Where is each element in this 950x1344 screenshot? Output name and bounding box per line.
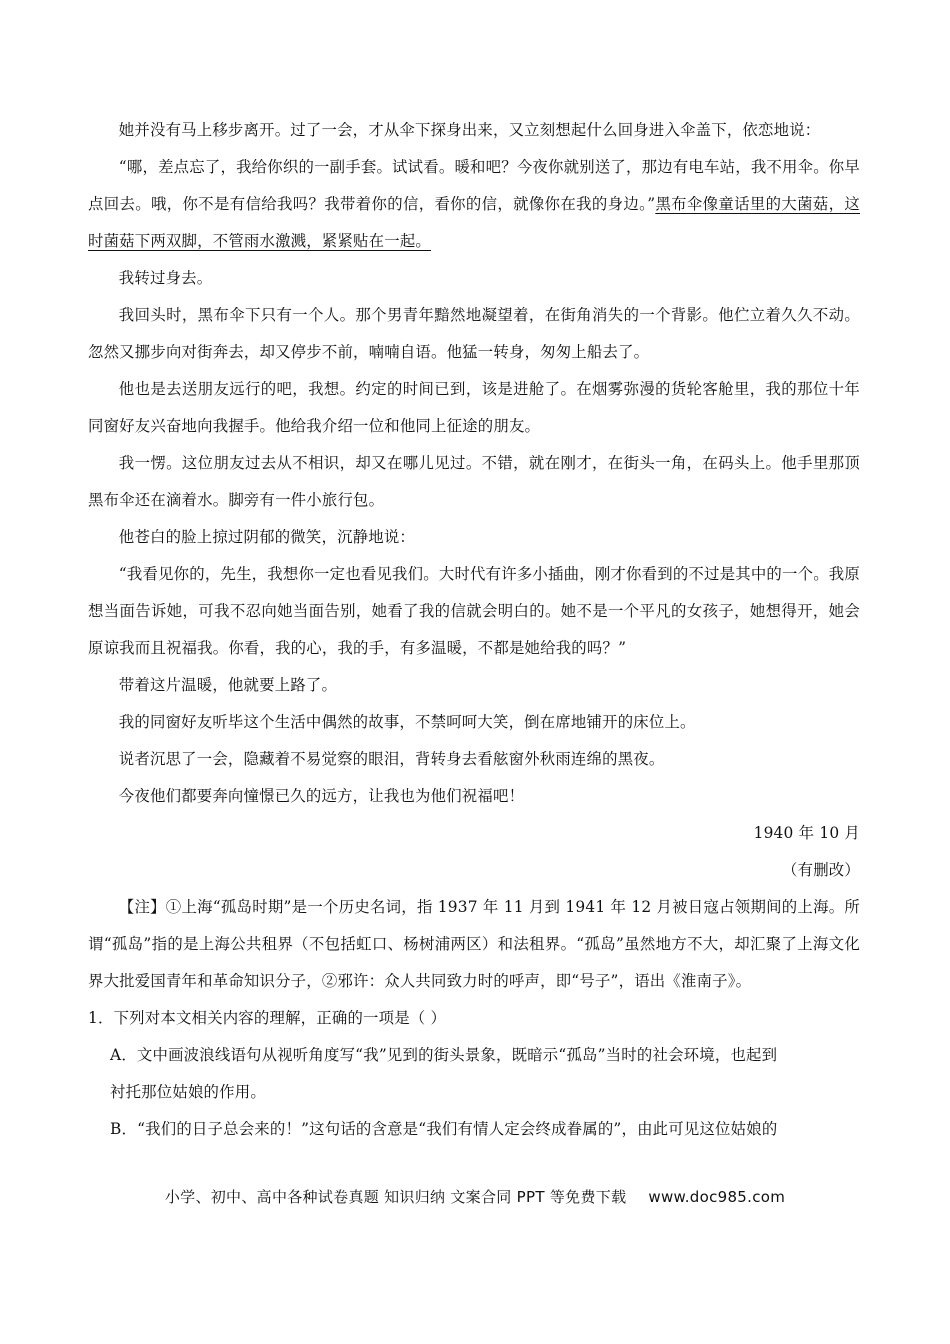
paragraph: 今夜他们都要奔向憧憬已久的远方，让我也为他们祝福吧！ (118, 787, 525, 805)
paragraph (88, 149, 860, 260)
annotation-note: 【注】①上海“孤岛时期”是一个历史名词，指 1937 年 11 月到 1941 年 12 月被日寇占领期间的上海。所谓“孤岛”指的是上海公共租界（不包括虹口、杨树浦两区）和法租界。“孤岛”虽然地方不大，却汇聚了上海文化界大批爱国青年和革命知识分子，②邪许：众人共同致力时的呼声，即“号子”，语出《淮南子》。 (88, 898, 860, 990)
paragraph: 我的同窗好友听毕这个生活中偶然的故事，不禁呵呵大笑，倒在席地铺开的床位上。 (118, 713, 696, 731)
option-b: B．“我们的日子总会来的！”这句话的含意是“我们有情人定会终成眷属的”，由此可见这位姑娘的 (110, 1120, 778, 1138)
paragraph: 她并没有马上移步离开。过了一会，才从伞下探身出来，又立刻想起什么回身进入伞盖下，依恋地说： (118, 121, 821, 139)
paragraph: 带着这片温暖，他就要上路了。 (118, 676, 338, 694)
paragraph: “我看见你的，先生，我想你一定也看见我们。大时代有许多小插曲，刚才你看到的不过是其中的一个。我原想当面告诉她，可我不忍向她当面告别，她看了我的信就会明白的。她不是一个平凡的女孩子，她想得开，她会原谅我而且祝福我。你看，我的心，我的手，有多温暖，不都是她给我的吗？” (88, 565, 860, 657)
footer-text: 小学、初中、高中各种试卷真题 知识归纳 文案合同 PPT 等免费下载 (164, 1188, 627, 1206)
paragraph: 他也是去送朋友远行的吧，我想。约定的时间已到，该是进舱了。在烟雾弥漫的货轮客舱里，我的那位十年同窗好友兴奋地向我握手。他给我介绍一位和他同上征途的朋友。 (88, 380, 860, 435)
question-1: 1．下列对本文相关内容的理解，正确的一项是（ ） (88, 1009, 447, 1027)
underlined-sentence: 黑布伞像童话里的大菌菇，这时菌菇下两双脚，不管雨水激溅，紧紧贴在一起。 (88, 195, 860, 250)
option-a: A．文中画波浪线语句从视听角度写“我”见到的街头景象，既暗示“孤岛”当时的社会环境，也起到 (110, 1046, 778, 1064)
paragraph: 他苍白的脸上掠过阴郁的微笑，沉静地说： (118, 528, 416, 546)
paragraph: 我一愣。这位朋友过去从不相识，却又在哪儿见过。不错，就在刚才，在街头一角，在码头上。他手里那顶黑布伞还在滴着水。脚旁有一件小旅行包。 (88, 454, 860, 509)
option-a-continued: 衬托那位姑娘的作用。 (110, 1083, 266, 1101)
date-line: 1940 年 10 月 (753, 824, 860, 842)
paragraph: 我转过身去。 (118, 269, 213, 287)
footer-url[interactable]: www.doc985.com (648, 1188, 786, 1206)
paragraph-text: “哪，差点忘了，我给你织的一副手套。试试看。暖和吧？今夜你就别送了，那边有电车站，我不用伞。你早点回去。哦，你不是有信给我吗？我带着你的信，看你的信，就像你在我的身边。” (88, 158, 860, 213)
paragraph: 说者沉思了一会，隐藏着不易觉察的眼泪，背转身去看舷窗外秋雨连绵的黑夜。 (118, 750, 665, 768)
revised-note: （有删改） (782, 861, 860, 879)
paragraph: 我回头时，黑布伞下只有一个人。那个男青年黯然地凝望着，在街角消失的一个背影。他伫立着久久不动。忽然又挪步向对街奔去，却又停步不前，喃喃自语。他猛一转身，匆匆上船去了。 (88, 306, 860, 361)
document-body (88, 112, 860, 1148)
page-footer (0, 1186, 950, 1207)
